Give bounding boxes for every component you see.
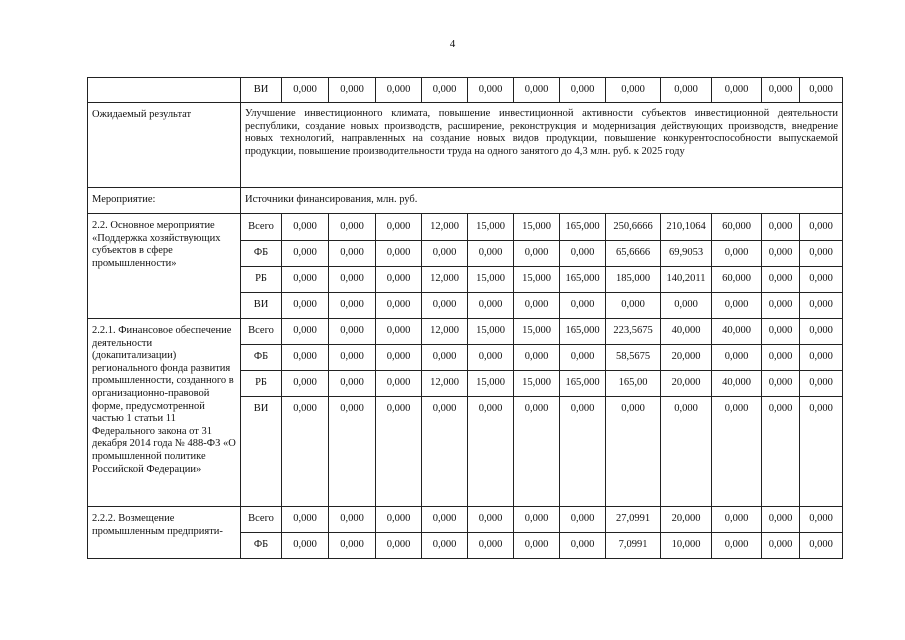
value-cell: 65,6666 — [606, 241, 661, 267]
value-cell: 12,000 — [422, 371, 468, 397]
expected-result-label: Ожидаемый результат — [88, 103, 241, 188]
value-cell: 0,000 — [422, 78, 468, 103]
value-cell: 223,5675 — [606, 319, 661, 345]
value-cell: 60,000 — [712, 214, 762, 241]
value-cell: 0,000 — [606, 397, 661, 507]
value-cell: 0,000 — [661, 78, 712, 103]
value-cell: 15,000 — [514, 214, 560, 241]
value-cell: 0,000 — [606, 293, 661, 319]
value-cell: 10,000 — [661, 533, 712, 559]
value-cell: 15,000 — [468, 371, 514, 397]
value-cell: 0,000 — [560, 345, 606, 371]
value-cell: 0,000 — [422, 533, 468, 559]
value-cell: 0,000 — [606, 78, 661, 103]
value-cell: 0,000 — [800, 345, 843, 371]
value-cell: 0,000 — [514, 345, 560, 371]
value-cell: 0,000 — [661, 293, 712, 319]
value-cell: 0,000 — [762, 293, 800, 319]
value-cell: 0,000 — [376, 319, 422, 345]
value-cell: 0,000 — [422, 241, 468, 267]
value-cell: 0,000 — [329, 507, 376, 533]
value-cell: 0,000 — [560, 78, 606, 103]
measure-title: 2.2.1. Финансовое обеспечение деятельности (докапитализации) регионального фонда развития промышленности, созданного в организационно-правовой форме, предусмотренной частью 1 статьи 11 Федерального закона от 31 декабря 2014 года № 488-ФЗ «О промышленной политике Российской Федерации» — [88, 319, 241, 507]
value-cell: 0,000 — [329, 241, 376, 267]
value-cell: 15,000 — [468, 267, 514, 293]
value-cell: 20,000 — [661, 371, 712, 397]
empty-label-cell — [88, 78, 241, 103]
value-cell: 0,000 — [800, 397, 843, 507]
value-cell: 0,000 — [762, 267, 800, 293]
value-cell: 165,000 — [560, 267, 606, 293]
value-cell: 0,000 — [712, 397, 762, 507]
value-cell: 20,000 — [661, 507, 712, 533]
value-cell: 0,000 — [468, 241, 514, 267]
value-cell: 0,000 — [282, 214, 329, 241]
source-cell: Всего — [241, 319, 282, 345]
value-cell: 0,000 — [376, 533, 422, 559]
value-cell: 165,000 — [560, 319, 606, 345]
value-cell: 0,000 — [560, 397, 606, 507]
value-cell: 0,000 — [762, 507, 800, 533]
value-cell: 0,000 — [422, 397, 468, 507]
value-cell: 0,000 — [282, 507, 329, 533]
value-cell: 0,000 — [468, 507, 514, 533]
value-cell: 0,000 — [282, 371, 329, 397]
value-cell: 15,000 — [514, 319, 560, 345]
value-cell: 0,000 — [468, 397, 514, 507]
value-cell: 20,000 — [661, 345, 712, 371]
value-cell: 0,000 — [329, 533, 376, 559]
value-cell: 165,000 — [560, 371, 606, 397]
value-cell: 0,000 — [329, 345, 376, 371]
value-cell: 12,000 — [422, 214, 468, 241]
value-cell: 15,000 — [468, 319, 514, 345]
value-cell: 0,000 — [282, 78, 329, 103]
value-cell: 27,0991 — [606, 507, 661, 533]
value-cell: 250,6666 — [606, 214, 661, 241]
value-cell: 0,000 — [800, 371, 843, 397]
value-cell: 140,2011 — [661, 267, 712, 293]
value-cell: 7,0991 — [606, 533, 661, 559]
value-cell: 0,000 — [762, 371, 800, 397]
value-cell: 0,000 — [376, 241, 422, 267]
value-cell: 15,000 — [514, 267, 560, 293]
value-cell: 0,000 — [514, 293, 560, 319]
value-cell: 0,000 — [376, 214, 422, 241]
source-cell: ФБ — [241, 345, 282, 371]
value-cell: 0,000 — [560, 533, 606, 559]
value-cell: 0,000 — [422, 345, 468, 371]
value-cell: 0,000 — [282, 397, 329, 507]
table-row — [88, 188, 843, 214]
value-cell: 0,000 — [514, 78, 560, 103]
value-cell: 12,000 — [422, 267, 468, 293]
value-cell: 0,000 — [282, 293, 329, 319]
value-cell: 0,000 — [376, 78, 422, 103]
value-cell: 15,000 — [468, 214, 514, 241]
value-cell: 0,000 — [282, 267, 329, 293]
source-cell: Всего — [241, 214, 282, 241]
value-cell: 0,000 — [712, 241, 762, 267]
source-cell: РБ — [241, 267, 282, 293]
value-cell: 0,000 — [329, 214, 376, 241]
table-row — [88, 507, 843, 533]
measure-label: Мероприятие: — [88, 188, 241, 214]
financing-sources-header: Источники финансирования, млн. руб. — [241, 188, 843, 214]
value-cell: 0,000 — [762, 214, 800, 241]
value-cell: 0,000 — [376, 371, 422, 397]
value-cell: 0,000 — [800, 533, 843, 559]
measure-title: 2.2. Основное мероприятие «Поддержка хозяйствующих субъектов в сфере промышленности» — [88, 214, 241, 319]
value-cell: 0,000 — [800, 507, 843, 533]
value-cell: 0,000 — [468, 78, 514, 103]
value-cell: 0,000 — [661, 397, 712, 507]
source-cell: РБ — [241, 371, 282, 397]
value-cell: 0,000 — [514, 397, 560, 507]
value-cell: 0,000 — [800, 78, 843, 103]
financing-table — [87, 77, 843, 559]
value-cell: 0,000 — [800, 267, 843, 293]
value-cell: 210,1064 — [661, 214, 712, 241]
value-cell: 0,000 — [376, 507, 422, 533]
value-cell: 0,000 — [800, 241, 843, 267]
value-cell: 0,000 — [712, 533, 762, 559]
value-cell: 0,000 — [800, 214, 843, 241]
value-cell: 0,000 — [712, 78, 762, 103]
value-cell: 185,000 — [606, 267, 661, 293]
table-body — [88, 78, 843, 559]
value-cell: 58,5675 — [606, 345, 661, 371]
value-cell: 0,000 — [762, 533, 800, 559]
value-cell: 40,000 — [712, 319, 762, 345]
value-cell: 40,000 — [712, 371, 762, 397]
value-cell: 40,000 — [661, 319, 712, 345]
value-cell: 69,9053 — [661, 241, 712, 267]
value-cell: 0,000 — [560, 507, 606, 533]
source-cell: ВИ — [241, 78, 282, 103]
value-cell: 0,000 — [329, 267, 376, 293]
table-row — [88, 214, 843, 241]
value-cell: 0,000 — [422, 293, 468, 319]
value-cell: 0,000 — [468, 293, 514, 319]
expected-result-text: Улучшение инвестиционного климата, повышение инвестиционной активности субъектов инвестиционной деятельности республики, создание новых производств, расширение, реконструкция и модернизация действующих производств, внедрение новых технологий, направленных на создание новых видов продукции, повышение конкурентоспособности выпускаемой продукции, повышение производительности труда на одного занятого до 4,3 млн. руб. к 2025 году — [241, 103, 843, 188]
value-cell: 0,000 — [282, 345, 329, 371]
value-cell: 0,000 — [514, 533, 560, 559]
value-cell: 0,000 — [762, 397, 800, 507]
source-cell: ВИ — [241, 293, 282, 319]
value-cell: 0,000 — [376, 397, 422, 507]
value-cell: 0,000 — [762, 78, 800, 103]
table-row — [88, 319, 843, 345]
value-cell: 60,000 — [712, 267, 762, 293]
value-cell: 0,000 — [376, 345, 422, 371]
value-cell: 15,000 — [514, 371, 560, 397]
value-cell: 0,000 — [800, 293, 843, 319]
value-cell: 0,000 — [514, 241, 560, 267]
page-number: 4 — [449, 38, 456, 50]
source-cell: ВИ — [241, 397, 282, 507]
measure-title: 2.2.2. Возмещение промышленным предприяти- — [88, 507, 241, 559]
value-cell: 0,000 — [712, 345, 762, 371]
value-cell: 0,000 — [762, 241, 800, 267]
value-cell: 0,000 — [282, 241, 329, 267]
value-cell: 165,00 — [606, 371, 661, 397]
value-cell: 0,000 — [468, 345, 514, 371]
value-cell: 0,000 — [560, 241, 606, 267]
value-cell: 0,000 — [560, 293, 606, 319]
value-cell: 0,000 — [376, 293, 422, 319]
value-cell: 0,000 — [468, 533, 514, 559]
value-cell: 12,000 — [422, 319, 468, 345]
value-cell: 165,000 — [560, 214, 606, 241]
source-cell: ФБ — [241, 241, 282, 267]
source-cell: Всего — [241, 507, 282, 533]
source-cell: ФБ — [241, 533, 282, 559]
value-cell: 0,000 — [329, 78, 376, 103]
value-cell: 0,000 — [329, 293, 376, 319]
value-cell: 0,000 — [514, 507, 560, 533]
table-row — [88, 103, 843, 188]
value-cell: 0,000 — [422, 507, 468, 533]
value-cell: 0,000 — [329, 319, 376, 345]
value-cell: 0,000 — [762, 319, 800, 345]
value-cell: 0,000 — [712, 507, 762, 533]
value-cell: 0,000 — [376, 267, 422, 293]
value-cell: 0,000 — [329, 397, 376, 507]
value-cell: 0,000 — [282, 319, 329, 345]
value-cell: 0,000 — [712, 293, 762, 319]
value-cell: 0,000 — [329, 371, 376, 397]
table-row — [88, 78, 843, 103]
value-cell: 0,000 — [762, 345, 800, 371]
value-cell: 0,000 — [800, 319, 843, 345]
value-cell: 0,000 — [282, 533, 329, 559]
